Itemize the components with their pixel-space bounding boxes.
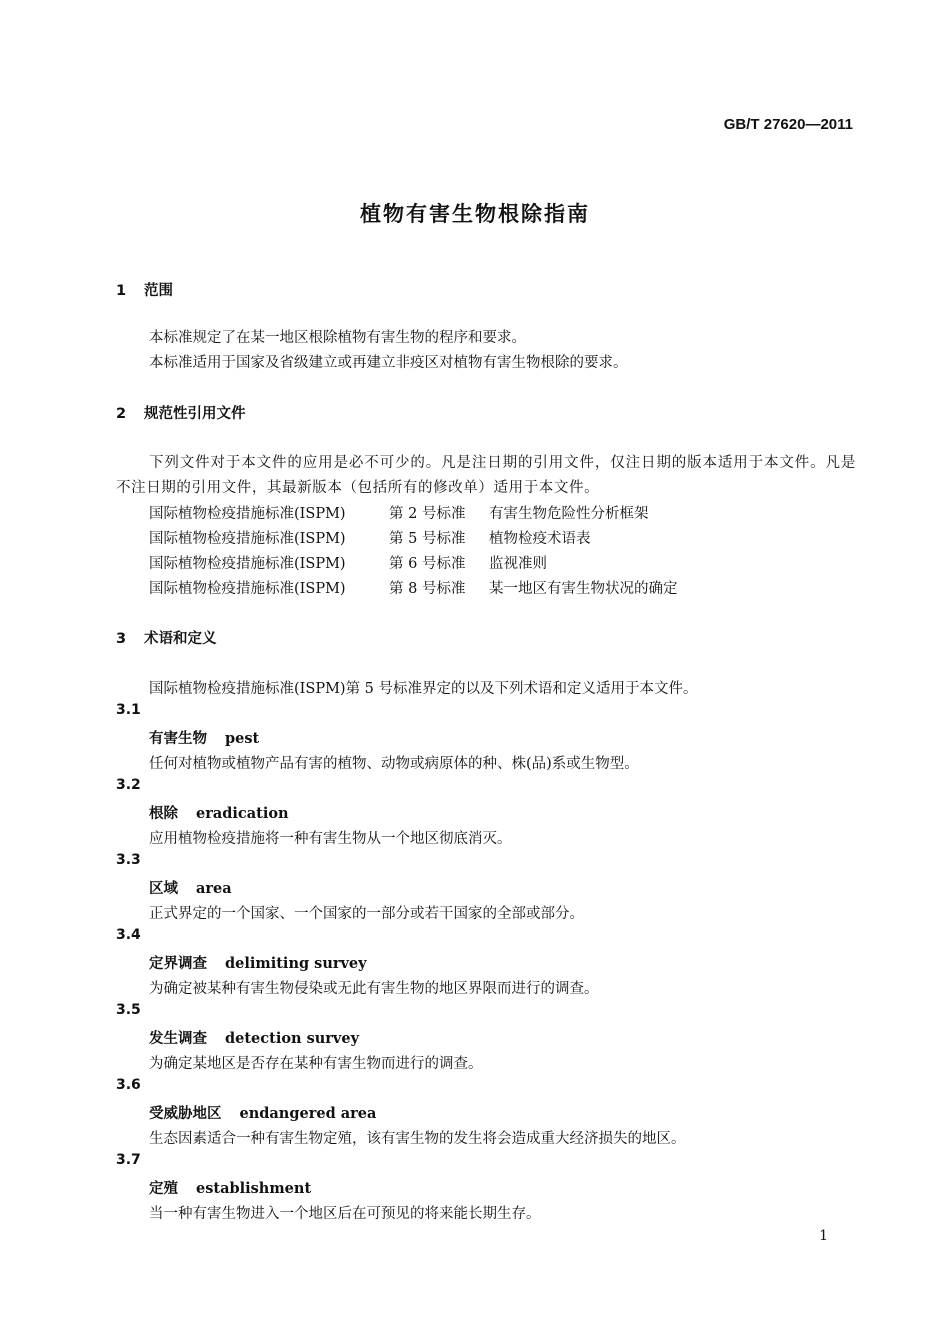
section-heading-references: [116, 402, 246, 423]
reference-source: 国际植物检疫措施标准(ISPM): [149, 506, 346, 522]
reference-item: [149, 502, 649, 523]
reference-number: 第 2 号标准: [389, 506, 466, 522]
term-english: area: [196, 880, 232, 897]
section-number: 3: [116, 631, 127, 647]
term-heading: [149, 1102, 376, 1123]
term-english: establishment: [196, 1180, 312, 1197]
term-number: 3.4: [116, 927, 141, 943]
term-definition: 为确定某地区是否存在某种有害生物而进行的调查。: [149, 1056, 483, 1072]
term-definition: 为确定被某种有害生物侵染或无此有害生物的地区界限而进行的调查。: [149, 981, 599, 997]
reference-title: 有害生物危险性分析框架: [489, 506, 649, 522]
term-chinese: 有害生物: [149, 731, 207, 747]
terms-intro: 国际植物检疫措施标准(ISPM)第 5 号标准界定的以及下列术语和定义适用于本文件。: [149, 681, 698, 697]
term-english: detection survey: [225, 1030, 360, 1047]
term-english: pest: [225, 730, 260, 747]
reference-title: 植物检疫术语表: [489, 531, 591, 547]
term-definition: 正式界定的一个国家、一个国家的一部分或若干国家的全部或部分。: [149, 906, 584, 922]
term-chinese: 根除: [149, 806, 178, 822]
term-number: 3.1: [116, 702, 141, 718]
term-heading: [149, 1177, 311, 1198]
term-chinese: 受威胁地区: [149, 1106, 222, 1122]
term-chinese: 定界调查: [149, 956, 207, 972]
scope-paragraph-1: 本标准规定了在某一地区根除植物有害生物的程序和要求。: [149, 330, 526, 346]
term-definition: 当一种有害生物进入一个地区后在可预见的将来能长期生存。: [149, 1206, 541, 1222]
reference-number: 第 5 号标准: [389, 531, 466, 547]
reference-item: [149, 527, 591, 548]
term-english: delimiting survey: [225, 955, 367, 972]
standard-code: GB/T 27620—2011: [723, 116, 853, 133]
term-definition: 应用植物检疫措施将一种有害生物从一个地区彻底消灭。: [149, 831, 512, 847]
reference-number: 第 8 号标准: [389, 581, 466, 597]
reference-source: 国际植物检疫措施标准(ISPM): [149, 581, 346, 597]
reference-number: 第 6 号标准: [389, 556, 466, 572]
page-title: 植物有害生物根除指南: [360, 202, 590, 226]
term-number: 3.3: [116, 852, 141, 868]
term-number: 3.5: [116, 1002, 141, 1018]
references-intro: 下列文件对于本文件的应用是必不可少的。凡是注日期的引用文件，仅注日期的版本适用于本文件。凡是不注日期的引用文件，其最新版本（包括所有的修改单）适用于本文件。: [116, 455, 856, 496]
term-heading: [149, 877, 232, 898]
section-title: 术语和定义: [144, 631, 217, 647]
term-heading: [149, 1027, 359, 1048]
term-english: eradication: [196, 805, 289, 822]
reference-source: 国际植物检疫措施标准(ISPM): [149, 531, 346, 547]
section-title: 范围: [144, 283, 173, 299]
section-number: 2: [116, 406, 127, 422]
reference-source: 国际植物检疫措施标准(ISPM): [149, 556, 346, 572]
term-heading: [149, 802, 289, 823]
section-number: 1: [116, 283, 127, 299]
term-number: 3.2: [116, 777, 141, 793]
scope-paragraph-2: 本标准适用于国家及省级建立或再建立非疫区对植物有害生物根除的要求。: [149, 355, 628, 371]
term-number: 3.6: [116, 1077, 141, 1093]
reference-item: [149, 577, 678, 598]
term-chinese: 区域: [149, 881, 178, 897]
term-heading: [149, 952, 367, 973]
reference-title: 监视准则: [489, 556, 547, 572]
term-chinese: 发生调查: [149, 1031, 207, 1047]
section-heading-terms: [116, 627, 217, 648]
reference-title: 某一地区有害生物状况的确定: [489, 581, 678, 597]
term-definition: 生态因素适合一种有害生物定殖，该有害生物的发生将会造成重大经济损失的地区。: [149, 1131, 686, 1147]
term-chinese: 定殖: [149, 1181, 178, 1197]
term-definition: 任何对植物或植物产品有害的植物、动物或病原体的种、株(品)系或生物型。: [149, 756, 639, 772]
term-english: endangered area: [239, 1105, 377, 1122]
term-heading: [149, 727, 259, 748]
section-title: 规范性引用文件: [144, 406, 246, 422]
reference-item: [149, 552, 547, 573]
page-number: 1: [819, 1228, 828, 1244]
section-heading-scope: [116, 279, 173, 300]
term-number: 3.7: [116, 1152, 141, 1168]
